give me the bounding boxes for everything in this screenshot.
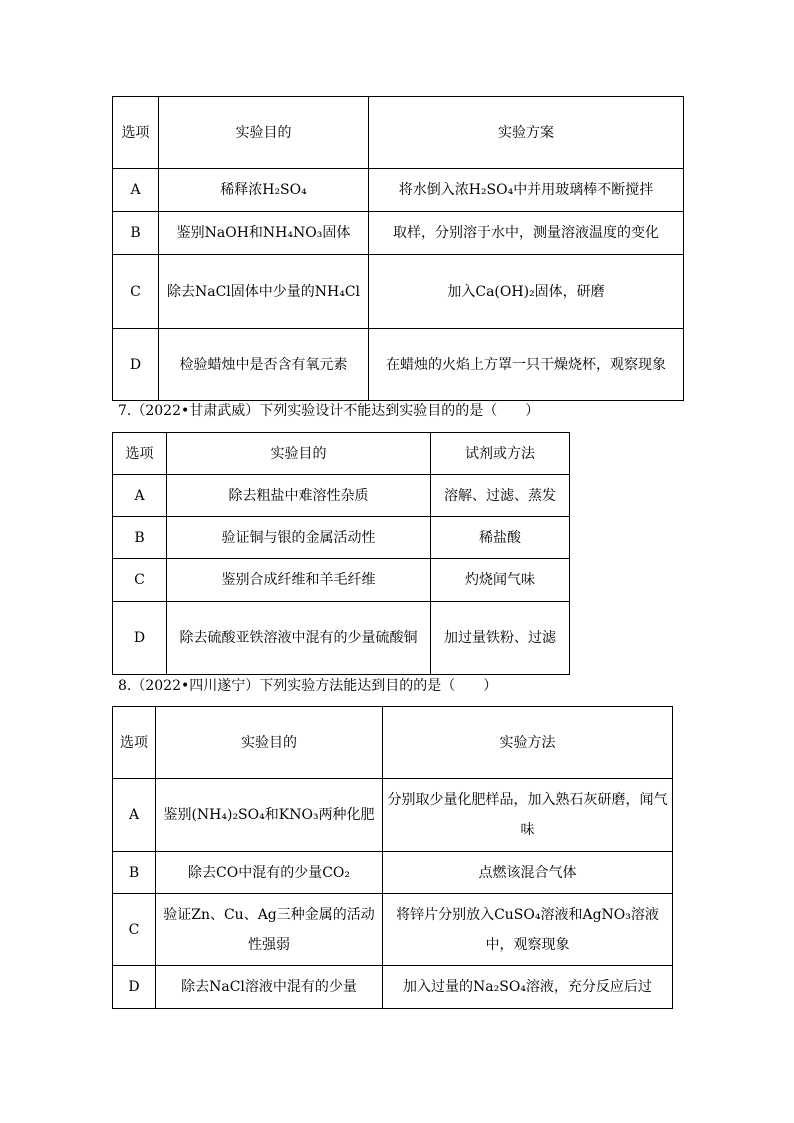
- option-label: A: [113, 779, 156, 852]
- table-row: [113, 212, 684, 255]
- option-label: C: [113, 559, 167, 602]
- purpose-cell: 鉴别合成纤维和羊毛纤维: [167, 559, 431, 602]
- option-label: D: [113, 329, 159, 401]
- purpose-cell: 验证Zn、Cu、Ag三种金属的活动性强弱: [156, 894, 383, 966]
- option-label: C: [113, 255, 159, 329]
- table-row: [113, 559, 570, 602]
- plan-cell: 将水倒入浓H₂SO₄中并用玻璃棒不断搅拌: [369, 169, 684, 212]
- purpose-cell: 验证铜与银的金属活动性: [167, 517, 431, 559]
- header-purpose: 实验目的: [167, 433, 431, 475]
- option-label: B: [113, 852, 156, 894]
- plan-cell: 加入Ca(OH)₂固体，研磨: [369, 255, 684, 329]
- table-row: [113, 329, 684, 401]
- purpose-cell: 除去CO中混有的少量CO₂: [156, 852, 383, 894]
- option-label: B: [113, 212, 159, 255]
- purpose-cell: 鉴别NaOH和NH₄NO₃固体: [159, 212, 369, 255]
- option-label: D: [113, 966, 156, 1009]
- option-label: C: [113, 894, 156, 966]
- method-cell: 溶解、过滤、蒸发: [431, 475, 570, 517]
- header-option: 选项: [113, 707, 156, 779]
- purpose-cell: 除去NaCl固体中少量的NH₄Cl: [159, 255, 369, 329]
- method-cell: 灼烧闻气味: [431, 559, 570, 602]
- table-row: [113, 169, 684, 212]
- purpose-cell: 稀释浓H₂SO₄: [159, 169, 369, 212]
- plan-cell: 在蜡烛的火焰上方罩一只干燥烧杯，观察现象: [369, 329, 684, 401]
- table-row: [113, 602, 570, 675]
- header-method: 试剂或方法: [431, 433, 570, 475]
- purpose-cell: 除去NaCl溶液中混有的少量: [156, 966, 383, 1009]
- table-header-row: [113, 433, 570, 475]
- table-row: [113, 475, 570, 517]
- table-row: [113, 966, 673, 1009]
- experiment-table-1: [112, 96, 684, 401]
- method-cell: 稀盐酸: [431, 517, 570, 559]
- method-cell: 加入过量的Na₂SO₄溶液，充分反应后过: [383, 966, 673, 1009]
- option-label: A: [113, 169, 159, 212]
- option-label: D: [113, 602, 167, 675]
- purpose-cell: 鉴别(NH₄)₂SO₄和KNO₃两种化肥: [156, 779, 383, 852]
- table-row: [113, 779, 673, 852]
- method-cell: 分别取少量化肥样品，加入熟石灰研磨，闻气味: [383, 779, 673, 852]
- table-header-row: [113, 707, 673, 779]
- table-row: [113, 852, 673, 894]
- purpose-cell: 除去粗盐中难溶性杂质: [167, 475, 431, 517]
- header-method: 实验方法: [383, 707, 673, 779]
- purpose-cell: 检验蜡烛中是否含有氧元素: [159, 329, 369, 401]
- option-label: B: [113, 517, 167, 559]
- header-purpose: 实验目的: [156, 707, 383, 779]
- table-row: [113, 894, 673, 966]
- plan-cell: 取样，分别溶于水中，测量溶液温度的变化: [369, 212, 684, 255]
- header-plan: 实验方案: [369, 97, 684, 169]
- experiment-table-2: [112, 432, 570, 675]
- header-purpose: 实验目的: [159, 97, 369, 169]
- method-cell: 将锌片分别放入CuSO₄溶液和AgNO₃溶液中，观察现象: [383, 894, 673, 966]
- experiment-table-3: [112, 706, 673, 1009]
- header-option: 选项: [113, 97, 159, 169]
- table-row: [113, 255, 684, 329]
- header-option: 选项: [113, 433, 167, 475]
- purpose-cell: 除去硫酸亚铁溶液中混有的少量硫酸铜: [167, 602, 431, 675]
- question-8-text: 8.（2022•四川遂宁）下列实验方法能达到目的的是（ ）: [118, 678, 498, 694]
- question-7-text: 7.（2022•甘肃武威）下列实验设计不能达到实验目的的是（ ）: [118, 403, 540, 419]
- method-cell: 加过量铁粉、过滤: [431, 602, 570, 675]
- table-header-row: [113, 97, 684, 169]
- option-label: A: [113, 475, 167, 517]
- method-cell: 点燃该混合气体: [383, 852, 673, 894]
- table-row: [113, 517, 570, 559]
